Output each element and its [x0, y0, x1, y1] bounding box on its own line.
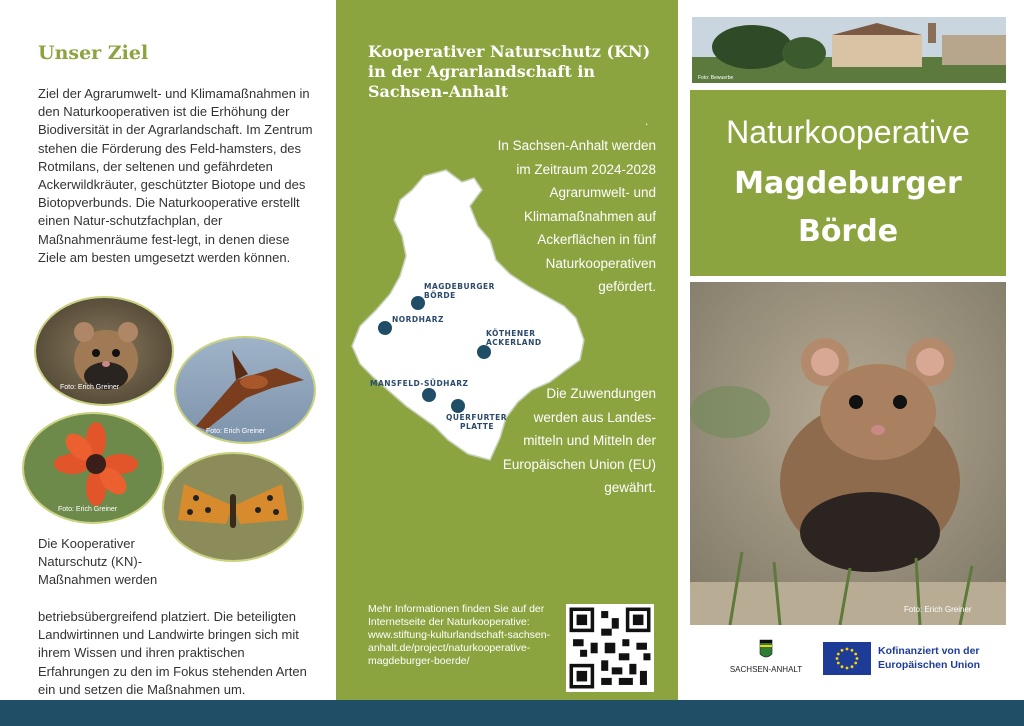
funding-source-text: Die Zuwendungen werden aus Landes-mitteln und Mitteln der Europäischen Union (EU) gewährt.	[502, 386, 656, 495]
eu-flag-icon	[823, 642, 871, 675]
ziel-paragraph: Ziel der Agrarumwelt- und Klimamaßnahmen in den Naturkooperativen ist die Erhöhung der Biodiversität in der Agrarlandschaft. Im Zentrum stehen die Förderung des Feld-hamsters, des Rotmilans, der seltenen und gefährdeten Ackerwildkräuter, geschützter Biotope und des Biotopverbunds. Die Naturkooperative erstellt einen Natur-schutzfachplan, der Maßnahmenräume fest-legt, in denen diese Ziele am besten umgesetzt werden können.	[38, 86, 313, 265]
map-point-nordharz	[378, 321, 392, 335]
map-label-platte: PLATTE	[460, 422, 495, 431]
stray-dot: .	[645, 114, 649, 128]
map-label-querfurter: QUERFURTER	[446, 413, 508, 422]
map-label-mansfeld: MANSFELD-SÜDHARZ	[370, 379, 469, 388]
title-box	[690, 90, 1006, 276]
red-kite-image	[176, 338, 314, 442]
title-boerde: Börde	[797, 214, 899, 249]
hamster-cover-photo	[690, 282, 1006, 625]
qr-code[interactable]	[566, 604, 654, 692]
kn-paragraph-part2: betriebsübergreifend platziert. Die beteiligten Landwirtinnen und Landwirte bringen sich mit ihrem Wissen und ihren praktischen Erfahrungen zu den im Fokus stehenden Arten ein und setzen die Maßnahmen um.	[38, 609, 307, 697]
castle-photo	[692, 17, 1006, 83]
title-naturkooperative: Naturkooperative	[726, 114, 970, 150]
funding-period-text: In Sachsen-Anhalt werden im Zeitraum 2024-2028 Agrarumwelt- und Klimamaßnahmen auf Ackerflächen in fünf Naturkooperativen gefördert.	[497, 138, 656, 294]
photo-credit-hamster: Foto: Erich Greiner	[60, 384, 120, 391]
more-info-text: Mehr Informationen finden Sie auf der Internetseite der Naturkooperative: www.stiftung-kulturlandschaft-sachsen-anhalt.de/project/naturkooperative-magdeburger-boerde/	[368, 603, 551, 667]
sachsen-anhalt-map	[350, 168, 590, 468]
map-label-koethener: KÖTHENER	[486, 329, 536, 338]
photo-credit-kite: Foto: Erich Greiner	[206, 428, 266, 435]
map-label-magdeburger: MAGDEBURGER	[424, 282, 495, 291]
logo-label: SACHSEN-ANHALT	[729, 665, 803, 674]
map-point-koethener-ackerland	[477, 345, 491, 359]
castle-photo-credit: Foto: Bewuerbe	[698, 75, 734, 81]
map-label-ackerland: ACKERLAND	[486, 338, 542, 347]
title-magdeburger: Magdeburger	[734, 166, 962, 201]
bottom-bar	[0, 700, 1024, 726]
map-label-nordharz: NORDHARZ	[392, 315, 444, 324]
map-point-magdeburger-boerde	[411, 296, 425, 310]
hamster-photo-credit: Foto: Erich Greiner	[904, 605, 972, 614]
photo-credit-flower: Foto: Erich Greiner	[58, 506, 118, 513]
sachsen-anhalt-logo	[726, 636, 806, 680]
kn-heading: Kooperativer Naturschutz (KN) in der Agrarlandschaft in Sachsen-Anhalt	[368, 42, 651, 101]
map-label-boerde: BÖRDE	[424, 291, 456, 300]
kn-paragraph-part1: Die Kooperativer Naturschutz (KN)-Maßnahmen werden	[38, 536, 158, 588]
map-point-mansfeld-suedharz	[422, 388, 436, 402]
eu-cofinance-text: Kofinanziert von der Europäischen Union	[878, 645, 981, 671]
map-point-querfurter-platte	[451, 399, 465, 413]
unser-ziel-heading: Unser Ziel	[38, 42, 149, 64]
